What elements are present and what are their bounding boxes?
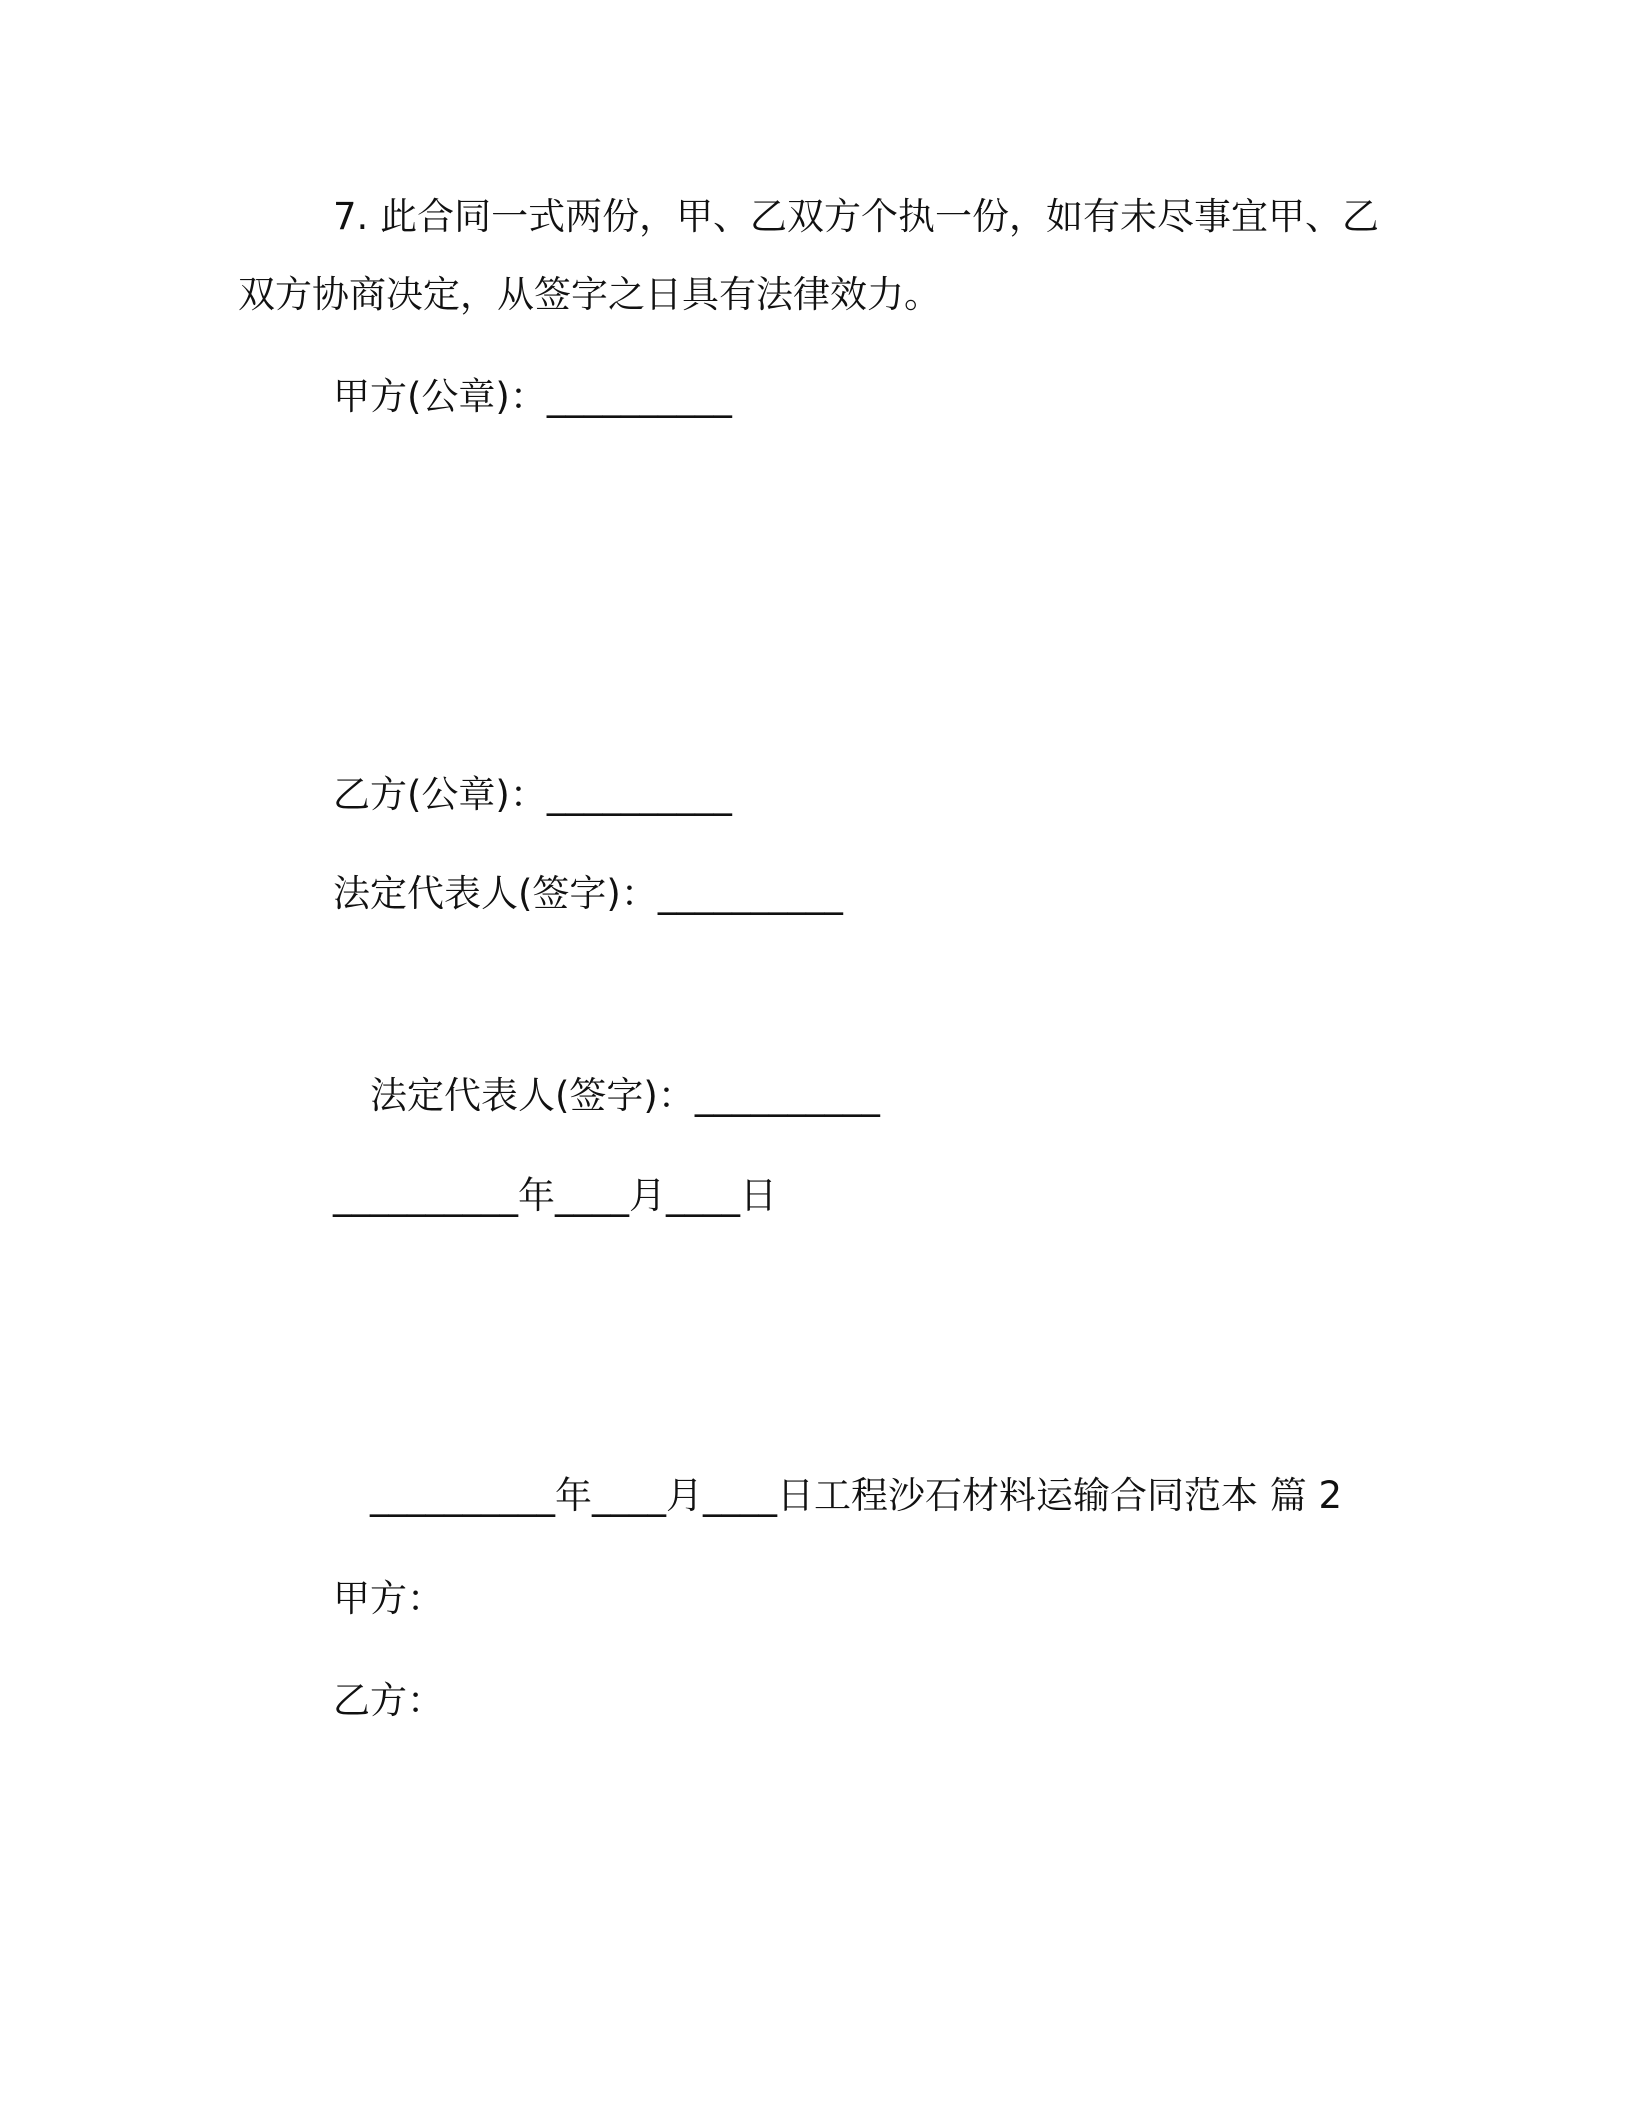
- legal-representative-field-1: 法定代表人(签字)：__________: [333, 872, 843, 915]
- section-2-heading: __________年____月____日工程沙石材料运输合同范本 篇 2: [370, 1474, 1343, 1517]
- party-b-seal-field: 乙方(公章)：__________: [333, 773, 732, 816]
- legal-representative-field-2: 法定代表人(签字)：__________: [370, 1074, 880, 1117]
- party-b-label: 乙方：: [333, 1679, 444, 1722]
- party-a-label: 甲方：: [333, 1577, 444, 1620]
- date-field-1: __________年____月____日: [333, 1174, 777, 1217]
- party-a-seal-field: 甲方(公章)：__________: [333, 375, 732, 418]
- clause-7-line-1: 7. 此合同一式两份，甲、乙双方个执一份，如有未尽事宜甲、乙: [333, 195, 1380, 238]
- clause-7-line-2: 双方协商决定，从签字之日具有法律效力。: [238, 273, 941, 316]
